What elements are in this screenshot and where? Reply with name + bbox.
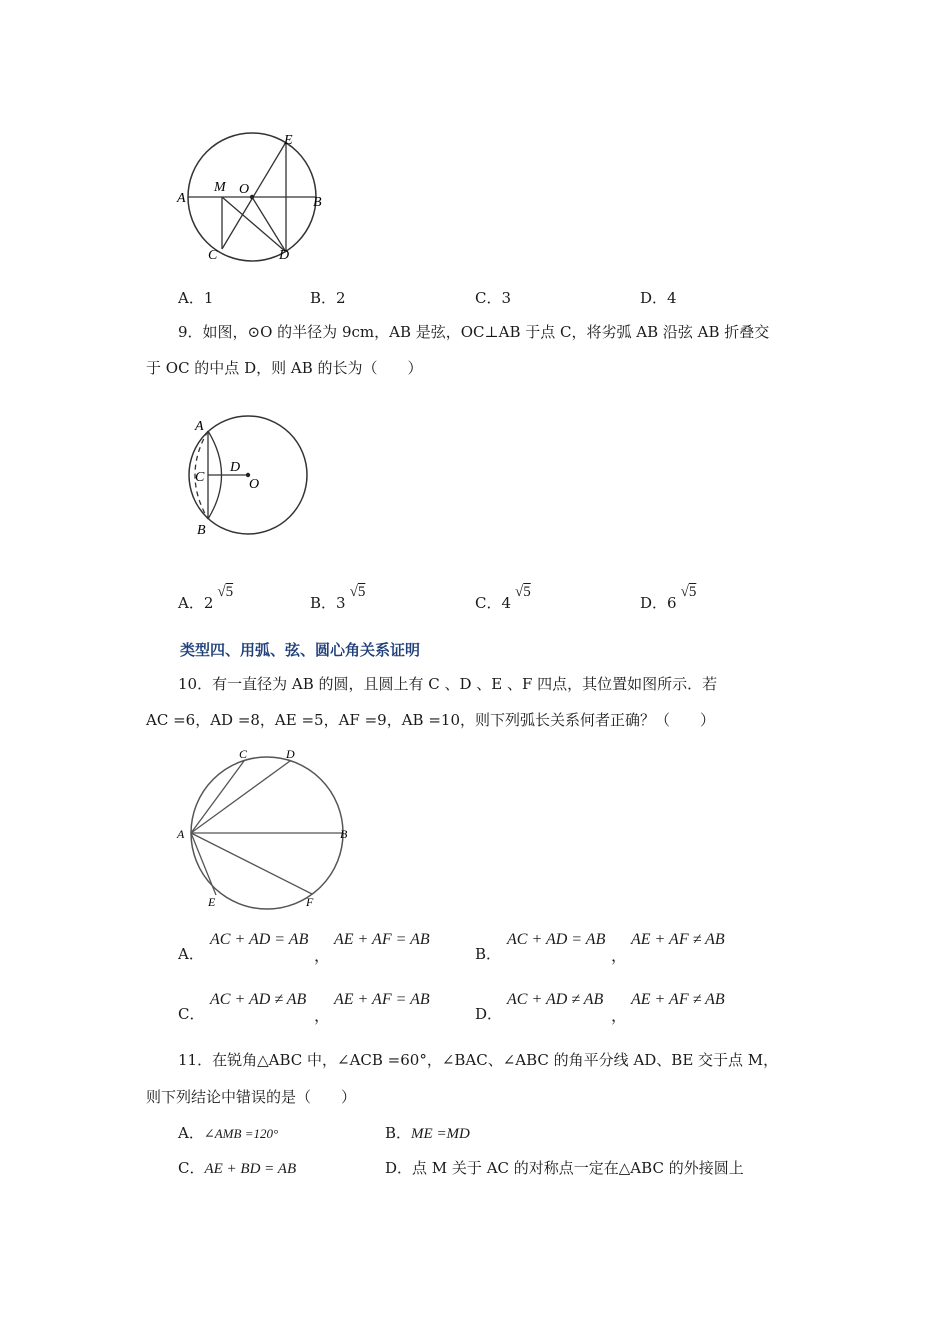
sqrt-icon: √5	[217, 584, 234, 600]
q8-label-e: E	[284, 133, 293, 148]
q10-label-b: B	[340, 827, 348, 841]
option-text: ∠AMB =120°	[203, 1126, 279, 1141]
q8-label-o: O	[239, 182, 250, 197]
q10-label-a: A	[177, 827, 185, 841]
option-sep: ，	[314, 1008, 331, 1025]
option-expr1: AC + AD = AB	[507, 931, 606, 948]
q9-option-d[interactable]	[640, 584, 697, 613]
q9-stem-line2: 于 OC 的中点 D，则 AB 的长为（ ）	[146, 359, 423, 377]
option-letter: C．	[178, 1005, 205, 1023]
option-value: 3	[501, 289, 512, 307]
option-coef: 3	[336, 594, 346, 612]
q8-label-c: C	[208, 248, 218, 263]
option-text: ME =MD	[411, 1126, 470, 1142]
option-coef: 4	[501, 594, 512, 612]
q11-option-b[interactable]	[385, 1122, 470, 1143]
option-letter: A．	[178, 1124, 204, 1142]
option-value: 4	[667, 289, 677, 307]
q9-option-c[interactable]	[475, 584, 531, 613]
q11-option-c[interactable]	[178, 1157, 296, 1178]
sqrt-icon: √5	[515, 584, 531, 600]
q8-label-a: A	[177, 191, 186, 206]
option-text: 点 M 关于 AC 的对称点一定在△ABC 的外接圆上	[412, 1159, 744, 1177]
q9-option-a[interactable]	[178, 584, 234, 613]
q10-option-c[interactable]	[178, 991, 430, 1025]
q11-stem-line2: 则下列结论中错误的是（ ）	[146, 1088, 357, 1106]
option-letter: A．	[178, 594, 204, 612]
q8-option-d[interactable]	[640, 287, 677, 308]
radicand: 5	[523, 584, 531, 600]
option-letter: C．	[475, 289, 502, 307]
radicand: 5	[225, 584, 234, 600]
q9-label-c: C	[195, 470, 205, 485]
option-coef: 2	[203, 594, 214, 612]
q8-label-b: B	[313, 195, 322, 210]
q8-option-b[interactable]	[310, 287, 346, 308]
option-value: 2	[336, 289, 346, 307]
q10-label-c: C	[239, 747, 248, 761]
q9-label-d: D	[230, 460, 241, 475]
option-expr1: AC + AD ≠ AB	[210, 991, 307, 1008]
q10-stem-line2: AC =6，AD =8，AE =5，AF =9，AB =10，则下列弧长关系何者正确？（ ）	[146, 711, 715, 729]
option-sep: ，	[611, 948, 628, 965]
option-letter: B．	[310, 289, 337, 307]
q8-option-a[interactable]	[178, 287, 213, 308]
q11-option-a[interactable]	[178, 1122, 278, 1143]
q10-figure	[172, 743, 362, 913]
q9-stem-line1: 9．如图，⊙O 的半径为 9cm，AB 是弦，OC⊥AB 于点 C，将劣弧 AB 沿弦 AB 折叠交	[178, 323, 770, 341]
option-letter: D．	[640, 289, 668, 307]
q10-option-a[interactable]	[178, 931, 430, 965]
q10-option-b[interactable]	[475, 931, 725, 965]
option-letter: A．	[178, 945, 204, 963]
option-value: 1	[203, 289, 214, 307]
option-letter: C．	[475, 594, 502, 612]
q8-option-c[interactable]	[475, 287, 511, 308]
option-letter: C．	[178, 1159, 205, 1177]
sqrt-icon: √5	[349, 584, 366, 600]
q8-figure	[170, 125, 340, 270]
option-letter: B．	[385, 1124, 412, 1142]
q10-label-e: E	[208, 895, 216, 909]
q10-stem-line1: 10．有一直径为 AB 的圆，且圆上有 C 、D 、E 、F 四点，其位置如图所示．若	[178, 675, 718, 693]
radicand: 5	[688, 584, 697, 600]
q8-label-d: D	[279, 248, 290, 263]
q11-stem-line1: 11．在锐角△ABC 中，∠ACB =60°，∠BAC、∠ABC 的角平分线 AD、BE 交于点 M，	[178, 1051, 779, 1069]
option-letter: A．	[178, 289, 204, 307]
q11-option-d[interactable]	[385, 1157, 744, 1178]
option-letter: D．	[385, 1159, 413, 1177]
option-expr2: AE + AF ≠ AB	[631, 991, 725, 1008]
radicand: 5	[357, 584, 366, 600]
option-coef: 6	[667, 594, 677, 612]
q10-label-f: F	[306, 895, 314, 909]
sqrt-icon: √5	[680, 584, 697, 600]
q9-label-a: A	[195, 419, 204, 434]
option-letter: B．	[475, 945, 502, 963]
q9-label-b: B	[197, 523, 206, 538]
option-sep: ，	[314, 948, 331, 965]
q10-option-d[interactable]	[475, 991, 725, 1025]
option-expr2: AE + AF ≠ AB	[631, 931, 725, 948]
q9-figure	[178, 408, 318, 543]
q9-label-o: O	[249, 477, 260, 492]
q10-label-d: D	[286, 747, 295, 761]
option-letter: D．	[475, 1005, 503, 1023]
q9-option-b[interactable]	[310, 584, 366, 613]
option-expr2: AE + AF = AB	[334, 931, 430, 948]
q8-label-m: M	[214, 180, 226, 195]
section-heading: 类型四、用弧、弦、圆心角关系证明	[180, 641, 421, 659]
option-expr1: AC + AD ≠ AB	[507, 991, 604, 1008]
option-text: AE + BD = AB	[204, 1161, 297, 1177]
option-sep: ，	[611, 1008, 628, 1025]
option-letter: B．	[310, 594, 337, 612]
option-letter: D．	[640, 594, 668, 612]
option-expr1: AC + AD = AB	[210, 931, 309, 948]
option-expr2: AE + AF = AB	[334, 991, 430, 1008]
